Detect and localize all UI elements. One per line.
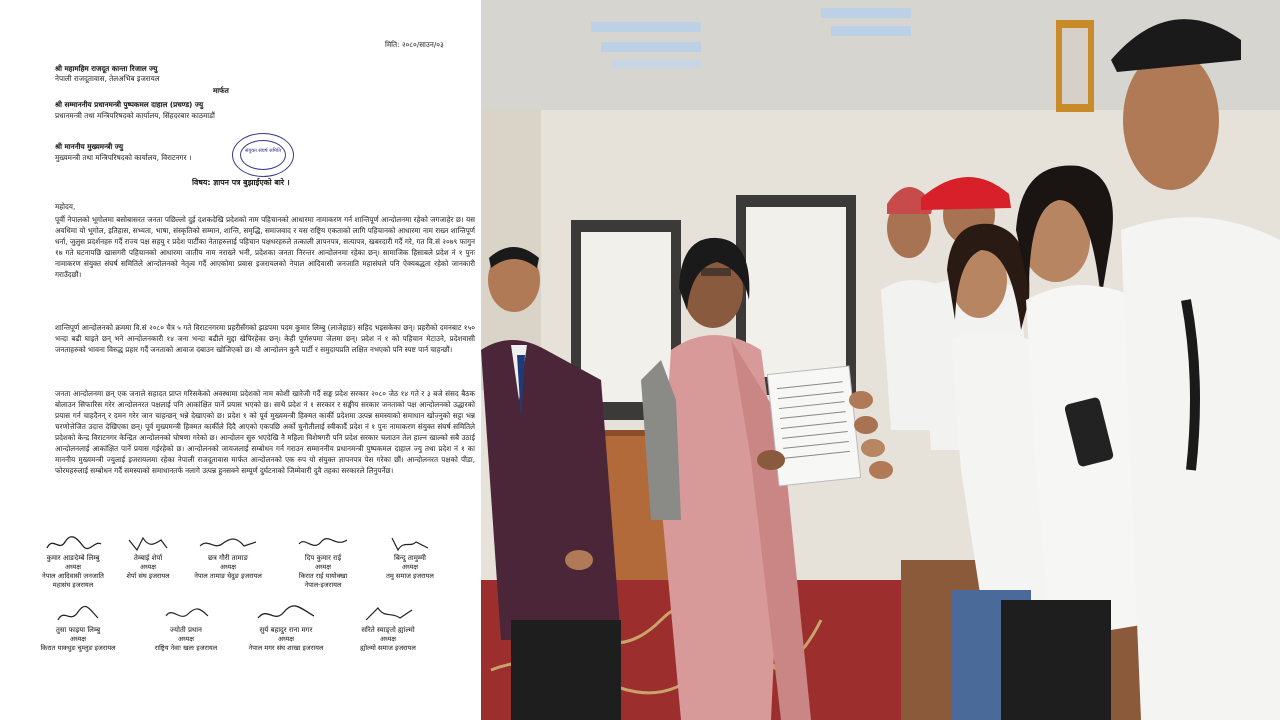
signatory-3: छत्र गौरी तामाङ अध्यक्ष नेपाल तामाङ घेदुङ इजरायल: [180, 534, 276, 581]
letter-date: मिति: २०८०/साउन/०३: [385, 40, 444, 49]
paragraph-1: पूर्वी नेपालको भूगोलमा बसोबासरत जनता पछिल्लो दुई दशकदेखि प्रदेशको नाम पहिचानको आधारमा नामाकरण गर्न शान्तिपूर्ण आन्दोलनमा रहेको जगजाहेर छ। यस अवधिमा यो भूगोल, इतिहास, सभ्यता, भाषा, संस्कृतिको सम्मान, शान्ति, समृद्धि, समाजवाद र यस राष्ट्रिय एकताको लागि पहिचानको आधारमा नाम राख्न शान्तिपूर्ण धर्ना, जुलुस प्रदर्शनहरु गर्दै राज्य पक्ष सहयु र प्रदेश पार्टीका नेताहरुलाई पहिचान पक्षधरहरुले तत्काली ज्ञापनपत्र, सत्यापत्र, खबरदारी गर्दै गरे, गत वि.सं २०७९ फागुन १७ गते घटनापछि खासगरी पहिचानको आधारमा जातीय नाम नराख्ने भनी, प्रदेशका जनता निरन्तर आन्दोलनमा रहेका छन्। सामाजिक हिसाबले प्रदेश नं १ पुनः नामाकरण संयुक्त संघर्ष समितिले आन्दोलनको नेतृत्व गर्दै आएकोमा प्रवास इजरायलको नेपाल आदिवासी जनजाति महासंघले पनि ऐक्यबद्धता रहेको जानकारी गराउँदछौं।: [55, 215, 475, 279]
recipient-3-address: मुख्यमन्त्री तथा मन्त्रिपरिषदको कार्यालय, विराटनगर ।: [55, 153, 192, 162]
signature-3-icon: [196, 534, 260, 554]
memorandum-letter: [0, 0, 480, 720]
signatory-7: ज्योती प्रधान अध्यक्ष राष्ट्रिय नेवाः खलः इजरायल: [138, 604, 234, 653]
signature-4-icon: [295, 534, 351, 554]
signatory-8: सुर्य बहादुर राना मगर अध्यक्ष नेपाल मगर संघ शाखा इजरायल: [236, 604, 336, 653]
signatory-6: तुसा फाइया लिम्बु अध्यक्ष किरात याक्थुङ चुम्लुङ इजरायल: [30, 604, 126, 653]
recipient-1-address: नेपाली राजदूतावास, तेलअभिब इजरायल: [55, 74, 160, 83]
letter-subject: विषय: ज्ञापन पत्र बुझाईएको बारे ।: [192, 178, 290, 187]
handover-photo: [481, 0, 1280, 720]
salutation: महोदय,: [55, 202, 76, 211]
recipient-1-name: श्री महामहिम राजदूत कान्ता रिजाल ज्यु: [55, 64, 158, 73]
recipient-2-name: श्री सम्माननीय प्रधानमन्त्री पुष्पकमल दाहाल (प्रचण्ड) ज्यु: [55, 100, 204, 109]
signatory-1: कुमार आङदेम्बे लिम्बु अध्यक्ष नेपाल आदिवासी जनजाति महासंघ इजरायल: [30, 534, 116, 590]
signatory-4: दिप कुमार राई अध्यक्ष किरात राई यायोक्खा नेपाल-इजरायल: [278, 534, 368, 590]
signatory-9: सरिते स्याङ्तो ह्यांल्मो अध्यक्ष ह्योल्मो समाज इजरायल: [338, 604, 438, 653]
signature-2-icon: [123, 534, 173, 554]
signature-7-icon: [160, 604, 212, 626]
signatory-2: तेम्बाई शेर्पा अध्यक्ष शेर्पा संघ इजरायल: [110, 534, 186, 581]
signature-6-icon: [52, 604, 104, 626]
recipient-2-address: प्रधानमन्त्री तथा मन्त्रिपरिषदको कार्यालय, सिंहदरबार काठमाडौं: [55, 111, 215, 120]
paragraph-2: शान्तिपूर्ण आन्दोलनको क्रममा वि.सं २०८० चैत्र ५ गते विराटनगरमा प्रहरीसँगको झडपमा पदम कुमार लिम्बु (लाजेहाङ) सहिद भइसकेका छन्। प्रहरीको दमनबाट १५० भन्दा बढी घाइते छन् भने आन्दोलनकारी १४ जना भन्दा बढीले मुद्दा खेपिरहेका छन्। केही पूर्णरुपमा जेलमा छन्। प्रदेश नं १ को पहिचान मेटाउने, प्रदेशवासी जनताहरुको भावना विरुद्ध प्रहार गर्दै जनताको आवाज दबाउन खोजिएको छ। यो आन्दोलन कुनै पार्टी र समुदायप्रति लक्षित नभएको पनि स्पष्ट पार्न चाहन्छौं।: [55, 323, 475, 354]
signature-9-icon: [360, 604, 416, 626]
signature-8-icon: [254, 604, 318, 626]
paragraph-3: जनता आन्दोलनमा छन् एक जनाले सहादत प्राप्त गरिसकेको अवस्थामा प्रदेशको नाम कोशी खारेजी गर्दै सङ्घ प्रदेश सरकार २०८० जेठ १४ गते र ३ बजे संसद बैठक बोलाउन सिफारिस गरेर आन्दोलनरत पक्षलाई पनि आकांक्षित पार्ने प्रयास भएको छ। साथै प्रदेश नं १ सरकार र सङ्घीय सरकार जनताको पक्ष आन्दोलनको उद्धारको प्रयास गर्न चाहदैनन् र दमन गरेर जान चाहन्छन् भन्ने देखाएको छ। प्रदेश १ को पूर्व मुख्यमन्त्री हिक्मत कार्की प्रदेशमा उत्पन्न समस्याको समाधान खोज्नुको सट्टा भन्न चरणोत्तेजित उदात्त देखिएका छन्। पूर्व मुख्यमन्त्री हिक्मत कार्कीले दिदै आएको एकपछि अर्को चुनौतीलाई स्वीकार्दै प्रदेश नं १ पुनः नामाकरण संयुक्त संघर्ष समितिले प्रदेशको केन्द्र विराटनगर केन्द्रित आन्दोलनको घोषणा गरेको छ। आन्दोलन सुरु भएदेखि नै महिला विशेषगरी पनि प्रदेश सरकार चलाउन तेल हाल्न खाल्को सबै उठाई आन्दोलनलाई आकांक्षित पार्ने प्रयास गईरहेको छ। आन्दोलनको जायजलाई सम्बोधन गर्न गराउन सम्माननीय प्रधानमन्त्री पुष्पकमल दाहाल ज्यु तथा प्रदेश नं १ का माननीय मुख्यमन्त्री ज्युलाई इजरायलमा रहेका नेपाली राजदूतावास मार्फत आन्दोलनको एक रुप यो संयुक्त ज्ञापनपत्र पेस गरेका छौं। आन्दोलनरत पक्षको पीडा, फोरमहरुलाई सम्बोधन गर्दै समस्याको समाधानतर्फ नलागे उत्पन्न हुनसक्ने सम्पूर्ण दुर्घटनाको जिम्मेवारी दुवै तहका सरकारले लिनुपर्नेछ।: [55, 389, 475, 475]
recipient-3-name: श्री माननीय मुख्यमन्त्री ज्यु: [55, 142, 124, 151]
official-seal: संयुक्त संघर्ष समिति: [232, 133, 294, 177]
signatory-5: बिन्दु तामुम्मी अध्यक्ष तमु समाज इजरायल: [370, 534, 450, 581]
signature-5-icon: [388, 534, 432, 554]
photo-of-memorandum-handover-icon: [481, 0, 1280, 720]
via-label: मार्फत: [213, 86, 229, 95]
signature-1-icon: [43, 534, 103, 554]
